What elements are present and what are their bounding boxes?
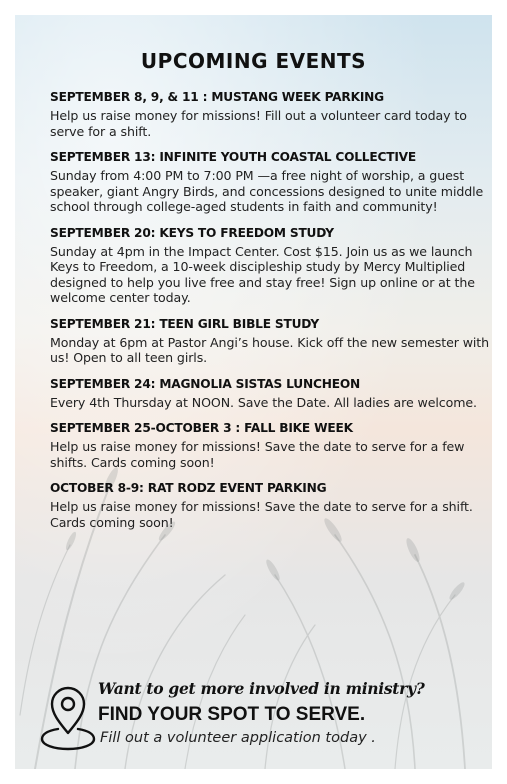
volunteer-callout xyxy=(40,675,480,765)
events-list xyxy=(50,90,490,541)
event-description: Monday at 6pm at Pastor Angi’s house. Kick off the new semester with us! Open to all teen girls. xyxy=(50,334,490,365)
page-title: UPCOMING EVENTS xyxy=(140,49,367,73)
volunteer-application-note: Fill out a volunteer application today . xyxy=(100,730,376,746)
event-description: Sunday from 4:00 PM to 7:00 PM —a free night of worship, a guest speaker, giant Angry Birds, and concessions designed to unite middle school through college-aged students in faith and community! xyxy=(50,168,484,214)
event-item xyxy=(50,421,490,470)
event-item xyxy=(50,150,490,215)
event-heading: OCTOBER 8-9: RAT RODZ EVENT PARKING xyxy=(50,481,327,495)
event-description: Help us raise money for missions! Save the date to serve for a shift. Cards coming soon! xyxy=(50,499,473,530)
event-item xyxy=(50,90,490,139)
event-description: Help us raise money for missions! Fill out a volunteer card today to serve for a shift. xyxy=(50,108,467,139)
event-item xyxy=(50,317,490,366)
flyer-sheet xyxy=(15,15,492,769)
event-item xyxy=(50,226,490,306)
serve-call-to-action: FIND YOUR SPOT TO SERVE. xyxy=(98,704,366,725)
event-description: Help us raise money for missions! Save the date to serve for a few shifts. Cards coming soon! xyxy=(50,439,465,470)
event-item xyxy=(50,481,490,530)
event-description: Sunday at 4pm in the Impact Center. Cost $15. Join us as we launch Keys to Freedom, a 10-week discipleship study by Mercy Multiplied designed to help you live free and stay free! Sign up online or at the welcome center today. xyxy=(50,243,475,305)
event-heading: SEPTEMBER 20: KEYS TO FREEDOM STUDY xyxy=(50,225,334,240)
location-pin-icon xyxy=(40,683,96,751)
ministry-question: Want to get more involved in ministry? xyxy=(98,679,425,698)
event-heading: SEPTEMBER 8, 9, & 11 : MUSTANG WEEK PARKING xyxy=(50,90,384,104)
event-heading: SEPTEMBER 13: INFINITE YOUTH COASTAL COLLECTIVE xyxy=(50,150,417,164)
event-description: Every 4th Thursday at NOON. Save the Date. All ladies are welcome. xyxy=(50,394,477,410)
event-heading: SEPTEMBER 21: TEEN GIRL BIBLE STUDY xyxy=(50,316,319,331)
event-item xyxy=(50,377,490,411)
event-heading: SEPTEMBER 24: MAGNOLIA SISTAS LUNCHEON xyxy=(50,376,360,391)
event-heading: SEPTEMBER 25-OCTOBER 3 : FALL BIKE WEEK xyxy=(50,421,353,435)
